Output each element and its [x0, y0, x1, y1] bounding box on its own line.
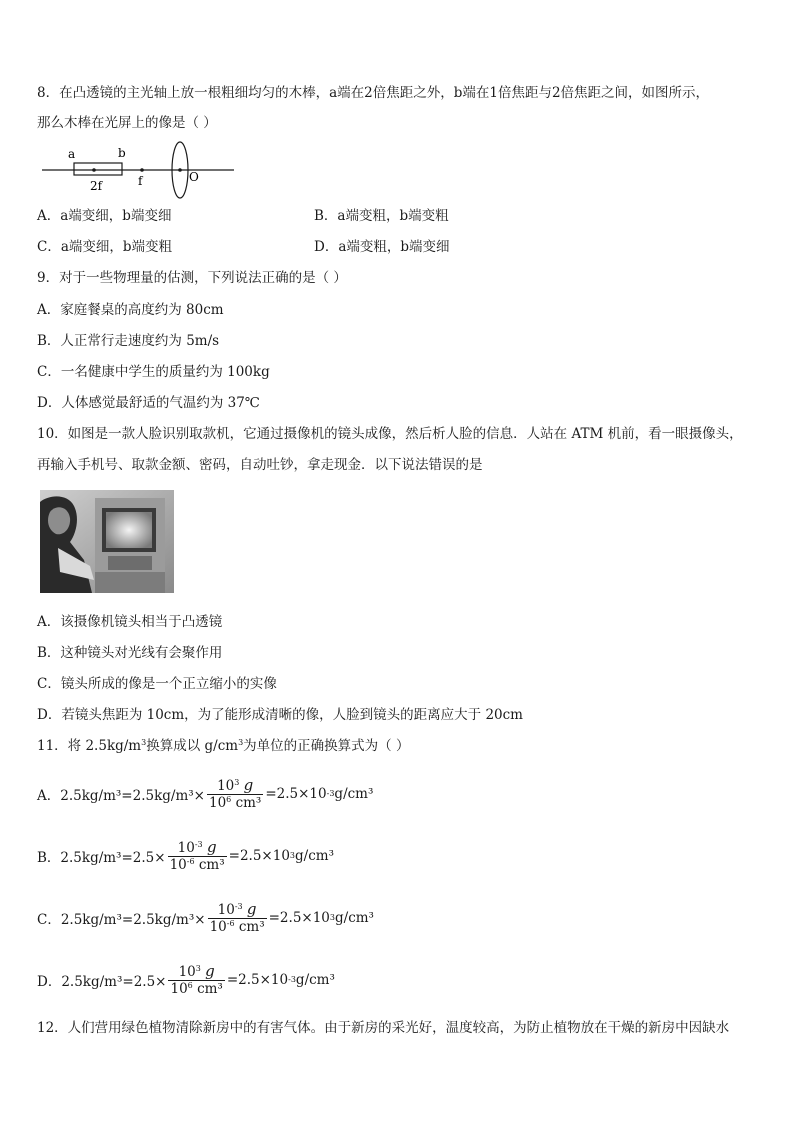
q10-option-b: B．这种镜头对光线有会聚作用 [37, 645, 223, 661]
q9-option-c: C．一名健康中学生的质量约为 100kg [37, 364, 270, 380]
q8-stem-line2: 那么木棒在光屏上的像是（ ） [37, 115, 217, 131]
wooden-rod [74, 163, 122, 175]
q11-option-a: A．2.5kg/m³=2.5kg/m³× $\frac{10^3 g}{10^6 cm^3}$ =2.5×10 -3 g/cm³ [37, 775, 374, 811]
q11-option-c-fraction: $\frac{10^{-3} g}{10^{-6} cm^3}$ [209, 899, 265, 935]
atm-face-recognition-photo [40, 490, 174, 593]
q9-option-b: B．人正常行走速度约为 5m/s [37, 333, 220, 349]
q12-stem: 12．人们营用绿色植物清除新房中的有害气体。由于新房的采光好，温度较高，为防止植物放在干燥的新房中因缺水 [37, 1020, 730, 1036]
q11-option-d: D．2.5kg/m³=2.5× $\frac{10^3 g}{10^6 cm^3}$ =2.5×10 -3 g/cm³ [37, 961, 335, 997]
label-b: b [118, 146, 126, 160]
lens-diagram [38, 140, 238, 200]
q8-option-a: A．a端变细，b端变细 [37, 208, 172, 224]
q10-option-a: A．该摄像机镜头相当于凸透镜 [37, 614, 223, 630]
q8-option-c: C．a端变细，b端变粗 [37, 239, 173, 255]
q11-option-b: B．2.5kg/m³=2.5× $\frac{10^{-3} g}{10^{-6} cm^3}$ =2.5×10 3 g/cm³ [37, 837, 334, 873]
q11-option-d-fraction: $\frac{10^3 g}{10^6 cm^3}$ [170, 961, 223, 997]
label-2f: 2f [90, 179, 103, 193]
label-a: a [68, 147, 76, 161]
label-o: O [189, 170, 199, 184]
label-f: f [138, 174, 143, 188]
q11-option-c: C．2.5kg/m³=2.5kg/m³× $\frac{10^{-3} g}{10^{-6} cm^3}$ =2.5×10 3 g/cm³ [37, 899, 374, 935]
point-o [178, 168, 182, 172]
point-2f [92, 168, 96, 172]
q11-stem: 11．将 $2.5kg/m^3$换算成以 $g/cm^3$为单位的正确换算式为（ ） [37, 738, 410, 754]
q9-option-a: A．家庭餐桌的高度约为 80cm [37, 302, 224, 318]
q10-stem-line1: 10．如图是一款人脸识别取款机，它通过摄像机的镜头成像，然后析人脸的信息．人站在 ATM 机前，看一眼摄像头， [37, 426, 743, 442]
q10-option-c: C．镜头所成的像是一个正立缩小的实像 [37, 676, 277, 692]
q10-stem-line2: 再输入手机号、取款金额、密码，自动吐钞，拿走现金．以下说法错误的是 [37, 457, 483, 473]
q8-option-d: D．a端变粗，b端变细 [314, 239, 450, 255]
q11-option-b-fraction: $\frac{10^{-3} g}{10^{-6} cm^3}$ [169, 837, 225, 873]
point-f [140, 168, 144, 172]
q11-option-a-fraction: $\frac{10^3 g}{10^6 cm^3}$ [208, 775, 262, 811]
q8-stem-line1: 8．在凸透镜的主光轴上放一根粗细均匀的木棒，a端在2倍焦距之外，b端在1倍焦距与2倍焦距之间，如图所示， [37, 85, 710, 101]
q10-option-d: D．若镜头焦距为 10cm，为了能形成清晰的像，人脸到镜头的距离应大于 20cm [37, 707, 523, 723]
q9-stem: 9．对于一些物理量的估测，下列说法正确的是（ ） [37, 270, 347, 286]
q9-option-d: D．人体感觉最舒适的气温约为 37℃ [37, 395, 260, 411]
q8-option-b: B．a端变粗，b端变粗 [314, 208, 449, 224]
